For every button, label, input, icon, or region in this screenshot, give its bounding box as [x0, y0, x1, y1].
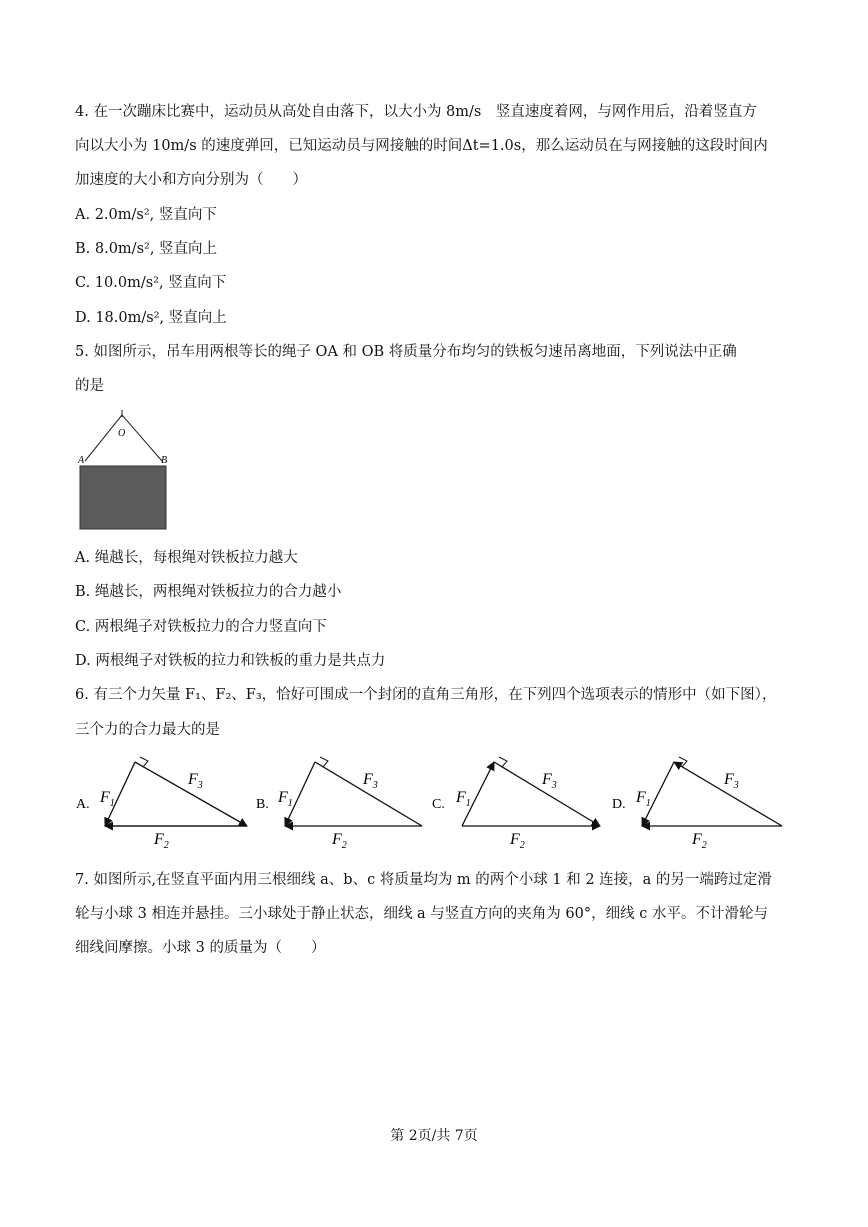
q6-stem-line2: 三个力的合力最大的是: [75, 722, 220, 738]
q4-option-a: A. 2.0m/s², 竖直向下: [75, 207, 217, 223]
q6-triangle-options: [70, 750, 800, 855]
svg-text:F3: $F_3$: [724, 771, 739, 791]
label-a: A: [78, 455, 85, 466]
q6-option-d-label: D.: [612, 797, 626, 812]
q5-option-d: D. 两根绳子对铁板的拉力和铁板的重力是共点力: [75, 653, 386, 669]
svg-text:F3: $F_3$: [542, 771, 557, 791]
page-footer: 第 2页/共 7页: [390, 1128, 478, 1144]
q6-option-a-label: A.: [76, 797, 90, 812]
q4-stem-line2: 向以大小为 10m/s 的速度弹回，已知运动员与网接触的时间Δt=1.0s，那么运动员在与网接触的这段时间内: [75, 138, 768, 154]
svg-text:F2: $F_2$: [154, 831, 169, 851]
q7-stem-line1: 7. 如图所示,在竖直平面内用三根细线 a、b、c 将质量均为 m 的两个小球 1 和 2 连接，a 的另一端跨过定滑: [75, 872, 772, 888]
svg-text:F1: $F_1$: [456, 789, 471, 809]
q5-option-c: C. 两根绳子对铁板拉力的合力竖直向下: [75, 619, 327, 635]
svg-text:F2: $F_2$: [692, 831, 707, 851]
q4-option-c: C. 10.0m/s², 竖直向下: [75, 275, 227, 291]
q6-option-c-figure: [432, 757, 600, 851]
q4-stem-line3: 加速度的大小和方向分别为（ ）: [75, 172, 307, 188]
svg-text:F1: $F_1$: [100, 789, 115, 809]
q5-crane-figure: [75, 408, 175, 533]
svg-text:F3: $F_3$: [188, 771, 203, 791]
q5-stem-line1: 5. 如图所示，吊车用两根等长的绳子 OA 和 OB 将质量分布均匀的铁板匀速吊离地面，下列说法中正确: [75, 344, 737, 360]
q7-stem-line3: 细线间摩擦。小球 3 的质量为（ ）: [75, 940, 326, 956]
q4-option-b: B. 8.0m/s², 竖直向上: [75, 241, 218, 257]
q7-stem-line2: 轮与小球 3 相连并悬挂。三小球处于静止状态，细线 a 与竖直方向的夹角为 60°，细线 c 水平。不计滑轮与: [75, 906, 768, 922]
iron-plate: [80, 466, 166, 529]
q6-stem-line1: 6. 有三个力矢量 F₁、F₂、F₃，恰好可围成一个封闭的直角三角形，在下列四个选项表示的情形中（如下图），: [75, 687, 777, 703]
q6-option-b-figure: [256, 757, 422, 851]
q5-option-a: A. 绳越长，每根绳对铁板拉力越大: [75, 550, 298, 566]
q5-stem-line2: 的是: [75, 378, 104, 394]
svg-text:F3: $F_3$: [363, 771, 378, 791]
label-o: O: [118, 428, 126, 439]
q4-option-d: D. 18.0m/s², 竖直向上: [75, 310, 227, 326]
q6-option-c-label: C.: [432, 797, 445, 812]
svg-text:F1: $F_1$: [278, 789, 293, 809]
q5-option-b: B. 绳越长，两根绳对铁板拉力的合力越小: [75, 584, 342, 600]
svg-text:F1: $F_1$: [636, 789, 651, 809]
label-b: B: [161, 455, 168, 466]
q6-option-b-label: B.: [256, 797, 269, 812]
q4-stem-line1: 4. 在一次蹦床比赛中，运动员从高处自由落下，以大小为 8m/s 竖直速度着网，与网作用后，沿着竖直方: [75, 104, 757, 120]
svg-text:F2: $F_2$: [510, 831, 525, 851]
q6-option-a-figure: [76, 757, 247, 851]
q6-option-d-figure: [612, 757, 782, 851]
svg-text:F2: $F_2$: [332, 831, 347, 851]
